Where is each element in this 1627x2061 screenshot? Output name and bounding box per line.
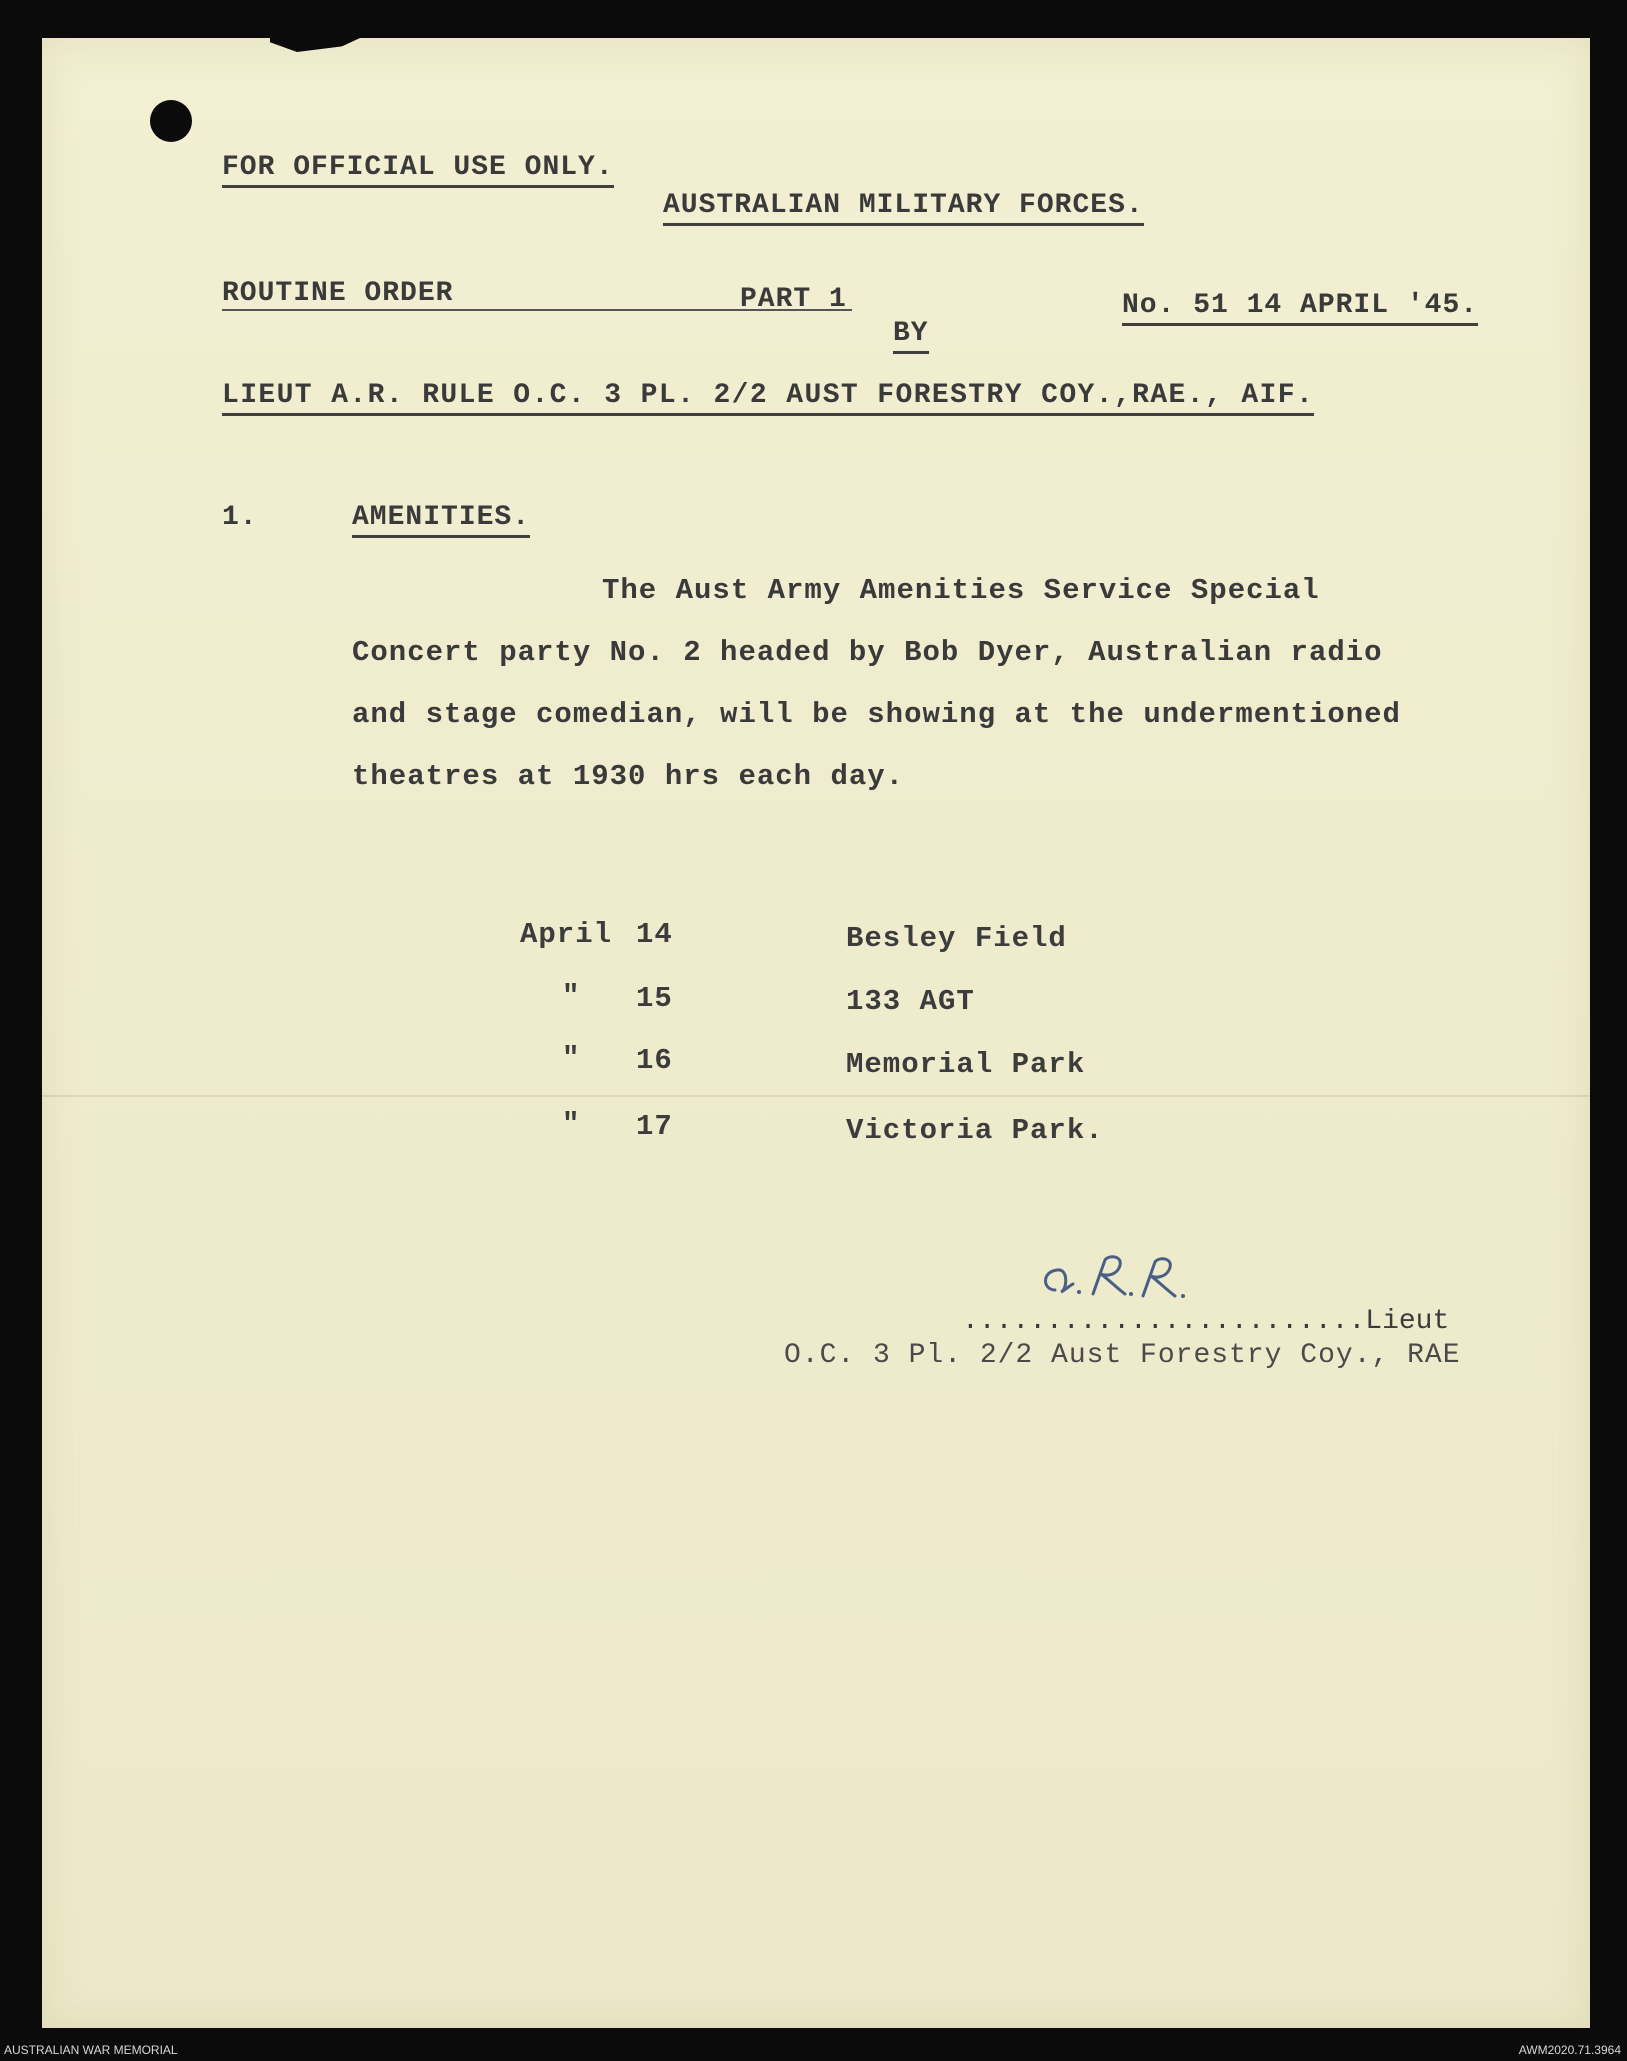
official-use-heading: FOR OFFICIAL USE ONLY. xyxy=(222,152,614,188)
schedule-day: 17 xyxy=(636,1110,673,1143)
item-number: 1. xyxy=(222,502,258,533)
schedule-month: " xyxy=(562,1108,581,1141)
schedule-day: 15 xyxy=(636,982,673,1015)
signature-dots-line: ........................Lieut xyxy=(962,1306,1450,1337)
issuer-line: LIEUT A.R. RULE O.C. 3 PL. 2/2 AUST FORESTRY COY.,RAE., AIF. xyxy=(222,380,1314,416)
body-line-3: and stage comedian, will be showing at the undermentioned xyxy=(352,698,1401,731)
body-line-2: Concert party No. 2 headed by Bob Dyer, Australian radio xyxy=(352,636,1383,669)
punch-hole xyxy=(150,100,192,142)
body-line-4: theatres at 1930 hrs each day. xyxy=(352,760,905,793)
schedule-venue: Besley Field xyxy=(846,922,1067,955)
schedule-month: April xyxy=(520,918,613,951)
schedule-venue: 133 AGT xyxy=(846,985,975,1018)
item-heading: AMENITIES. xyxy=(352,502,530,538)
schedule-month: " xyxy=(562,1042,581,1075)
schedule-venue: Memorial Park xyxy=(846,1048,1086,1081)
schedule-day: 14 xyxy=(636,918,673,951)
document-page xyxy=(42,38,1590,2028)
footer-institution: AUSTRALIAN WAR MEMORIAL xyxy=(4,2043,178,2057)
part-label: PART 1 xyxy=(740,284,847,315)
body-line-1: The Aust Army Amenities Service Special xyxy=(602,574,1320,607)
fold-line xyxy=(42,1095,1590,1097)
routine-order-label: ROUTINE ORDER xyxy=(222,278,454,309)
schedule-month: " xyxy=(562,980,581,1013)
forces-heading: AUSTRALIAN MILITARY FORCES. xyxy=(663,190,1144,226)
order-number-date: No. 51 14 APRIL '45. xyxy=(1122,290,1478,326)
by-label: BY xyxy=(893,318,929,354)
signatory-title: O.C. 3 Pl. 2/2 Aust Forestry Coy., RAE xyxy=(784,1340,1461,1371)
footer-reference: AWM2020.71.3964 xyxy=(1518,2043,1621,2057)
schedule-day: 16 xyxy=(636,1044,673,1077)
schedule-venue: Victoria Park. xyxy=(846,1114,1104,1147)
handwritten-signature xyxy=(1035,1250,1245,1310)
